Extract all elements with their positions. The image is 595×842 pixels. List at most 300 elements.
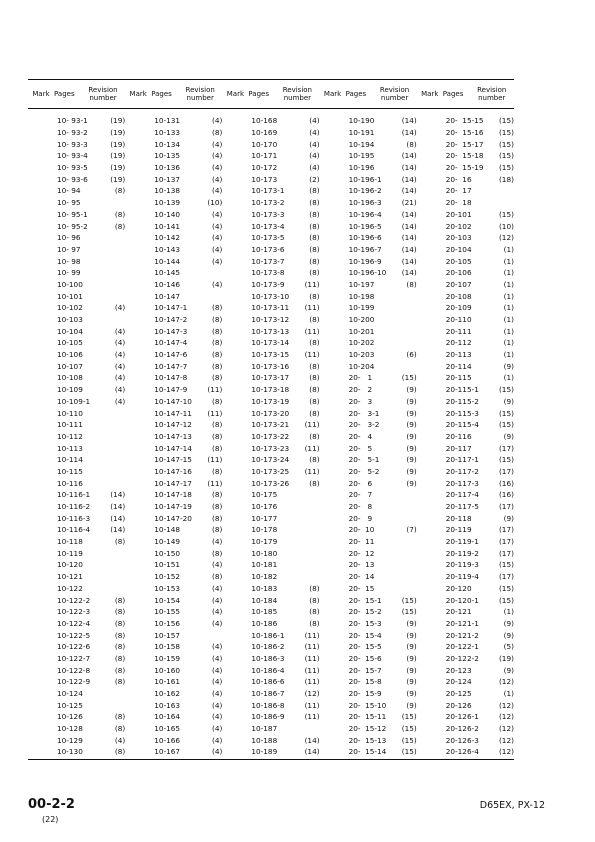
page-entry: 10-186-3 <box>251 653 285 663</box>
page-number: 00-2-2 <box>28 797 75 812</box>
revision-number: (15) <box>498 128 514 138</box>
page-entry: 10-152 <box>154 572 181 582</box>
table-row <box>28 232 125 244</box>
table-row <box>222 512 319 524</box>
page-entry: 20- 15-7 <box>348 665 382 675</box>
revision-number: (4) <box>212 653 223 663</box>
table-row <box>125 489 222 501</box>
page-entry: 20-117-4 <box>445 490 479 500</box>
revision-number: (9) <box>406 466 417 476</box>
revision-number: (4) <box>212 607 223 617</box>
page-entry: 10-173-26 <box>251 478 290 488</box>
table-row <box>28 664 125 676</box>
table-row <box>417 641 514 653</box>
revision-number: (15) <box>498 209 514 219</box>
table-row <box>125 454 222 466</box>
table-row <box>320 115 417 127</box>
revision-number: (11) <box>304 630 320 640</box>
revision-number: (9) <box>503 630 514 640</box>
table-row <box>222 279 319 291</box>
header-group <box>28 80 125 108</box>
page-entry: 10-196-9 <box>348 256 382 266</box>
table-row <box>28 477 125 489</box>
revision-number: (14) <box>401 268 417 278</box>
table-row <box>222 419 319 431</box>
revision-number: (8) <box>114 653 126 663</box>
page-entry: 20- 18 <box>445 198 472 208</box>
page-entry: 10-186-6 <box>251 677 285 687</box>
revision-number: (11) <box>207 478 223 488</box>
revision-number: (1) <box>503 607 514 617</box>
revision-number: (21) <box>401 198 417 208</box>
table-row <box>417 138 514 150</box>
page-entry: 10-112 <box>57 431 83 441</box>
page-entry: 10-136 <box>154 163 181 173</box>
revision-number: (10) <box>498 221 514 231</box>
table-row <box>28 185 125 197</box>
revision-number: (15) <box>498 385 514 395</box>
page-entry: 20- 3-2 <box>348 420 380 430</box>
page-entry: 10-114 <box>57 455 83 465</box>
page-entry: 20-126-3 <box>445 735 479 745</box>
revision-number: (9) <box>406 665 417 675</box>
revision-number: (4) <box>212 139 223 149</box>
page-entry: 10-170 <box>251 139 278 149</box>
page-entry: 10-173-10 <box>251 291 290 301</box>
revision-number: (1) <box>503 350 514 360</box>
revision-number: (11) <box>304 443 320 453</box>
page-entry: 10-186-9 <box>251 712 285 722</box>
revision-number: (12) <box>498 677 514 687</box>
revision-number: (4) <box>212 209 223 219</box>
page-entry: 20- 5 <box>348 443 373 453</box>
table-row <box>222 197 319 209</box>
table-row <box>125 571 222 583</box>
revision-number: (8) <box>309 361 320 371</box>
table-row <box>417 407 514 419</box>
revision-number: (8) <box>114 186 126 196</box>
table-row <box>417 314 514 326</box>
table-row <box>320 290 417 302</box>
revision-number: (4) <box>114 373 126 383</box>
table-row <box>222 723 319 735</box>
revision-number: (4) <box>309 128 320 138</box>
table-row <box>320 723 417 735</box>
table-row <box>222 466 319 478</box>
revision-number: (12) <box>498 233 514 243</box>
table-row <box>125 162 222 174</box>
page-entry: 10-173-21 <box>251 420 290 430</box>
table-row <box>28 699 125 711</box>
table-row <box>222 629 319 641</box>
revision-number: (8) <box>309 595 320 605</box>
table-row <box>125 734 222 746</box>
table-row <box>28 454 125 466</box>
revision-number: (4) <box>212 221 223 231</box>
table-row <box>417 618 514 630</box>
table-row <box>320 337 417 349</box>
page-entry: 20-120 <box>445 583 472 593</box>
table-row <box>28 349 125 361</box>
revision-number: (1) <box>503 338 514 348</box>
revision-number: (8) <box>212 338 223 348</box>
table-row <box>28 746 125 758</box>
page-entry: 10-164 <box>154 712 181 722</box>
revision-number: (19) <box>110 128 126 138</box>
header-group <box>222 80 319 108</box>
revision-number: (8) <box>309 186 320 196</box>
table-column <box>417 115 514 758</box>
revision-number: (8) <box>309 583 320 593</box>
table-row <box>222 115 319 127</box>
table-row <box>125 209 222 221</box>
table-row <box>222 571 319 583</box>
page-entry: 10-173-13 <box>251 326 290 336</box>
page-entry: 10-191 <box>348 128 375 138</box>
table-row <box>417 501 514 513</box>
page-entry: 10-139 <box>154 198 181 208</box>
revision-number: (12) <box>498 735 514 745</box>
table-row <box>125 618 222 630</box>
header-pages: Pages <box>151 90 172 98</box>
page-revision: (22) <box>42 815 59 824</box>
table-row <box>222 162 319 174</box>
table-row <box>28 290 125 302</box>
page-entry: 20-106 <box>445 268 472 278</box>
table-row <box>28 629 125 641</box>
revision-number: (14) <box>110 513 126 523</box>
table-row <box>222 372 319 384</box>
table-row <box>417 302 514 314</box>
revision-number: (9) <box>406 478 417 488</box>
page-entry: 10-186-8 <box>251 700 285 710</box>
page-entry: 10-122-8 <box>57 665 91 675</box>
table-row <box>417 699 514 711</box>
page-entry: 20-126-1 <box>445 712 479 722</box>
table-row <box>320 489 417 501</box>
revision-number: (14) <box>401 186 417 196</box>
table-column <box>125 115 222 758</box>
revision-number: (15) <box>498 583 514 593</box>
revision-number: (14) <box>304 747 320 757</box>
page-entry: 10-147-9 <box>154 385 188 395</box>
table-row <box>320 711 417 723</box>
revision-number: (19) <box>110 151 126 161</box>
revision-table <box>28 79 514 760</box>
page-entry: 10-122 <box>57 583 83 593</box>
table-row <box>417 372 514 384</box>
table-row <box>125 173 222 185</box>
revision-number: (9) <box>406 431 417 441</box>
revision-number: (11) <box>304 303 320 313</box>
revision-number: (8) <box>309 268 320 278</box>
page-entry: 10-128 <box>57 724 83 734</box>
page-entry: 20-122-2 <box>445 653 479 663</box>
revision-number: (17) <box>498 572 514 582</box>
table-row <box>417 232 514 244</box>
table-row <box>28 279 125 291</box>
table-row <box>417 244 514 256</box>
page-entry: 20- 15-3 <box>348 618 382 628</box>
page-entry: 10-155 <box>154 607 181 617</box>
page-entry: 10-116-2 <box>57 502 91 512</box>
page-entry: 10-147-11 <box>154 408 192 418</box>
header-pages: Pages <box>54 90 75 98</box>
revision-number: (1) <box>503 303 514 313</box>
table-row <box>320 360 417 372</box>
table-row <box>417 162 514 174</box>
revision-number: (11) <box>207 408 223 418</box>
header-mark: Mark <box>129 90 147 98</box>
revision-number: (8) <box>309 607 320 617</box>
revision-number: (14) <box>401 116 417 126</box>
revision-number: (4) <box>212 151 223 161</box>
table-row <box>28 197 125 209</box>
table-row <box>417 349 514 361</box>
table-row <box>417 489 514 501</box>
page-entry: 10-122-7 <box>57 653 91 663</box>
revision-number: (14) <box>110 490 126 500</box>
page-entry: 10-197 <box>348 279 375 289</box>
table-row <box>222 325 319 337</box>
page-entry: 10-147-12 <box>154 420 192 430</box>
revision-number: (4) <box>212 163 223 173</box>
page-entry: 20- 15-15 <box>445 116 484 126</box>
page-entry: 10-181 <box>251 560 278 570</box>
table-row <box>28 337 125 349</box>
table-row <box>320 127 417 139</box>
table-body <box>28 109 514 758</box>
table-row <box>125 583 222 595</box>
revision-number: (4) <box>212 618 223 628</box>
page-entry: 20- 15-6 <box>348 653 382 663</box>
page-entry: 10-141 <box>154 221 181 231</box>
page-entry: 20-101 <box>445 209 472 219</box>
page-entry: 20-121 <box>445 607 472 617</box>
table-row <box>125 688 222 700</box>
page-entry: 20- 15-4 <box>348 630 382 640</box>
table-row <box>417 396 514 408</box>
revision-number: (8) <box>309 396 320 406</box>
revision-number: (14) <box>401 128 417 138</box>
table-row <box>320 431 417 443</box>
table-row <box>417 512 514 524</box>
revision-number: (8) <box>309 221 320 231</box>
table-row <box>222 314 319 326</box>
table-row <box>320 734 417 746</box>
revision-number: (8) <box>212 513 223 523</box>
table-row <box>320 197 417 209</box>
table-row <box>320 396 417 408</box>
revision-number: (8) <box>406 139 417 149</box>
page-entry: 20-119-1 <box>445 537 479 547</box>
table-row <box>222 489 319 501</box>
table-row <box>28 571 125 583</box>
table-row <box>417 454 514 466</box>
table-row <box>222 360 319 372</box>
revision-number: (15) <box>498 151 514 161</box>
table-row <box>28 302 125 314</box>
revision-number: (15) <box>498 116 514 126</box>
page-entry: 20-119-3 <box>445 560 479 570</box>
revision-number: (9) <box>406 642 417 652</box>
revision-number: (8) <box>114 724 126 734</box>
revision-number: (19) <box>498 653 514 663</box>
page-entry: 10-196-5 <box>348 221 382 231</box>
table-row <box>28 314 125 326</box>
revision-number: (14) <box>401 209 417 219</box>
header-revision: Revision number <box>282 86 312 102</box>
page-entry: 20- 12 <box>348 548 375 558</box>
revision-number: (10) <box>207 198 223 208</box>
table-row <box>28 407 125 419</box>
revision-number: (9) <box>406 653 417 663</box>
header-mark: Mark <box>32 90 50 98</box>
table-row <box>125 349 222 361</box>
page-entry: 10-196-7 <box>348 244 382 254</box>
table-row <box>222 220 319 232</box>
revision-number: (4) <box>114 326 126 336</box>
revision-number: (16) <box>498 490 514 500</box>
page-entry: 10-173-3 <box>251 209 285 219</box>
page-entry: 10-187 <box>251 724 278 734</box>
revision-number: (8) <box>114 665 126 675</box>
revision-number: (8) <box>114 209 126 219</box>
revision-number: (19) <box>110 174 126 184</box>
revision-number: (4) <box>114 385 126 395</box>
page-entry: 10- 95-1 <box>57 209 88 219</box>
page-entry: 20- 14 <box>348 572 375 582</box>
page-entry: 10-186-4 <box>251 665 285 675</box>
page-entry: 20-119-2 <box>445 548 479 558</box>
table-row <box>417 197 514 209</box>
page-entry: 10-119 <box>57 548 83 558</box>
page-entry: 10- 97 <box>57 244 81 254</box>
page-entry: 10-149 <box>154 537 181 547</box>
table-row <box>28 442 125 454</box>
table-row <box>320 349 417 361</box>
table-row <box>417 255 514 267</box>
revision-number: (4) <box>212 689 223 699</box>
table-row <box>28 244 125 256</box>
page-entry: 10-125 <box>57 700 83 710</box>
page-entry: 20- 3-1 <box>348 408 380 418</box>
table-row <box>28 127 125 139</box>
table-row <box>417 653 514 665</box>
page-entry: 10-186 <box>251 618 278 628</box>
page-entry: 10-147-20 <box>154 513 192 523</box>
page-entry: 10-163 <box>154 700 181 710</box>
table-row <box>222 746 319 758</box>
revision-number: (12) <box>304 689 320 699</box>
page-entry: 10-195 <box>348 151 375 161</box>
revision-number: (11) <box>304 420 320 430</box>
page-entry: 10-199 <box>348 303 375 313</box>
table-row <box>125 290 222 302</box>
revision-number: (11) <box>304 700 320 710</box>
table-row <box>222 349 319 361</box>
revision-number: (8) <box>212 420 223 430</box>
revision-number: (9) <box>503 513 514 523</box>
table-row <box>28 524 125 536</box>
page-entry: 20-126 <box>445 700 472 710</box>
revision-number: (19) <box>110 163 126 173</box>
table-row <box>125 337 222 349</box>
table-row <box>320 512 417 524</box>
table-row <box>125 360 222 372</box>
revision-number: (8) <box>309 256 320 266</box>
table-row <box>125 314 222 326</box>
page-entry: 10-146 <box>154 279 181 289</box>
page-entry: 10-202 <box>348 338 375 348</box>
page-entry: 10-122-9 <box>57 677 91 687</box>
table-row <box>320 209 417 221</box>
table-row <box>417 337 514 349</box>
table-header <box>28 80 514 109</box>
table-row <box>320 641 417 653</box>
table-row <box>417 583 514 595</box>
page-entry: 10-201 <box>348 326 375 336</box>
table-row <box>125 279 222 291</box>
table-row <box>320 454 417 466</box>
revision-number: (12) <box>498 724 514 734</box>
table-row <box>417 290 514 302</box>
table-row <box>222 138 319 150</box>
revision-number: (17) <box>498 548 514 558</box>
revision-number: (14) <box>110 525 126 535</box>
revision-number: (11) <box>304 326 320 336</box>
page-entry: 10-131 <box>154 116 181 126</box>
page-entry: 10-182 <box>251 572 278 582</box>
revision-number: (19) <box>110 116 126 126</box>
table-row <box>125 384 222 396</box>
revision-number: (4) <box>212 560 223 570</box>
revision-number: (12) <box>498 747 514 757</box>
table-row <box>417 571 514 583</box>
revision-number: (11) <box>304 350 320 360</box>
revision-number: (15) <box>401 595 417 605</box>
table-row <box>320 325 417 337</box>
table-row <box>125 115 222 127</box>
page-entry: 10-186-7 <box>251 689 285 699</box>
table-row <box>320 664 417 676</box>
table-row <box>28 372 125 384</box>
page-entry: 10- 98 <box>57 256 81 266</box>
table-row <box>28 255 125 267</box>
table-row <box>320 536 417 548</box>
table-row <box>417 150 514 162</box>
revision-number: (4) <box>212 186 223 196</box>
page-entry: 20- 15-5 <box>348 642 382 652</box>
page-entry: 10-102 <box>57 303 83 313</box>
revision-number: (4) <box>212 279 223 289</box>
table-row <box>28 536 125 548</box>
table-row <box>28 583 125 595</box>
page-entry: 20-124 <box>445 677 472 687</box>
page-entry: 10-179 <box>251 537 278 547</box>
page-entry: 10-129 <box>57 735 83 745</box>
revision-number: (8) <box>212 303 223 313</box>
table-row <box>28 641 125 653</box>
page-entry: 20-115-1 <box>445 385 479 395</box>
page-entry: 10-173-2 <box>251 198 285 208</box>
page-entry: 20-115-4 <box>445 420 479 430</box>
revision-number: (4) <box>309 116 320 126</box>
table-row <box>222 594 319 606</box>
table-row <box>320 244 417 256</box>
page-entry: 10-122-6 <box>57 642 91 652</box>
table-row <box>417 594 514 606</box>
